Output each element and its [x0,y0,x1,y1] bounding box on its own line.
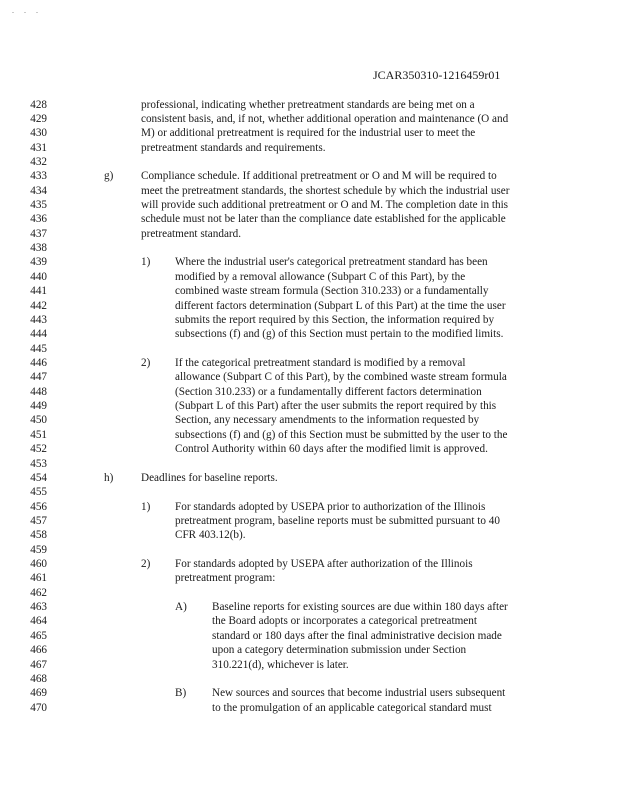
line-number: 470 [30,701,47,714]
document-line [0,227,619,241]
line-number: 440 [30,270,47,283]
document-line [0,543,619,557]
document-line [0,701,619,715]
line-text: upon a category determination submission under Section [212,644,467,657]
document-line [0,571,619,585]
line-text: (Subpart L of this Part) after the user submits the report required by this [175,400,497,413]
line-text: pretreatment program, baseline reports must be submitted pursuant to 40 [175,514,500,527]
document-line [0,212,619,226]
line-number: 435 [30,199,47,212]
document-line [0,399,619,413]
line-text: Deadlines for baseline reports. [141,471,278,484]
document-line [0,313,619,327]
document-line [0,442,619,456]
document-line [0,112,619,126]
line-number: 436 [30,213,47,226]
document-line [0,284,619,298]
document-line [0,385,619,399]
line-number: 453 [30,457,47,470]
line-number: 433 [30,170,47,183]
line-number: 457 [30,514,47,527]
document-line [0,643,619,657]
line-number: 452 [30,443,47,456]
subsection-label: g) [104,170,114,183]
line-text: CFR 403.12(b). [175,529,246,542]
document-line [0,500,619,514]
line-text: Baseline reports for existing sources are due within 180 days after [212,601,508,614]
document-line [0,686,619,700]
line-text: pretreatment program: [175,572,276,585]
line-number: 464 [30,615,47,628]
line-number: 434 [30,184,47,197]
line-number: 438 [30,242,47,255]
line-text: pretreatment standard. [141,227,242,240]
line-text: professional, indicating whether pretreatment standards are being met on a [141,98,475,111]
line-number: 454 [30,471,47,484]
subsection-label: 2) [141,356,151,369]
line-text: different factors determination (Subpart L of this Part) at the time the user [175,299,506,312]
line-text: New sources and sources that become industrial users subsequent [212,687,506,700]
line-number: 432 [30,155,47,168]
line-number: 469 [30,687,47,700]
document-line [0,413,619,427]
document-line [0,658,619,672]
subsection-label: 2) [141,558,151,571]
document-line [0,126,619,140]
line-number: 448 [30,385,47,398]
document-line [0,327,619,341]
document-line [0,672,619,686]
subsection-label: h) [104,471,114,484]
line-number: 431 [30,141,47,154]
line-number: 460 [30,558,47,571]
document-line [0,342,619,356]
document-line [0,255,619,269]
line-text: For standards adopted by USEPA after authorization of the Illinois [175,558,473,571]
document-line [0,557,619,571]
document-line [0,169,619,183]
line-number: 449 [30,400,47,413]
document-id-header: JCAR350310-1216459r01 [373,68,501,82]
subsection-label: 1) [141,500,151,513]
line-text: standard or 180 days after the final administrative decision made [212,629,502,642]
document-line [0,514,619,528]
document-line [0,600,619,614]
scan-corner-marks: . . . [12,6,42,15]
line-text: For standards adopted by USEPA prior to authorization of the Illinois [175,500,486,513]
line-number: 439 [30,256,47,269]
document-line [0,198,619,212]
document-line [0,528,619,542]
document-line [0,370,619,384]
document-line [0,155,619,169]
line-number: 467 [30,658,47,671]
document-line [0,586,619,600]
line-number: 437 [30,227,47,240]
line-number: 447 [30,371,47,384]
line-text: combined waste stream formula (Section 310.233) or a fundamentally [175,285,489,298]
line-number: 428 [30,98,47,111]
line-text: (Section 310.233) or a fundamentally different factors determination [175,385,482,398]
line-number: 458 [30,529,47,542]
line-number: 462 [30,586,47,599]
line-number: 450 [30,414,47,427]
document-line [0,457,619,471]
line-text: Section, any necessary amendments to the information requested by [175,414,480,427]
line-number: 429 [30,112,47,125]
line-number: 459 [30,543,47,556]
document-line [0,614,619,628]
line-text: modified by a removal allowance (Subpart C of this Part), by the [175,270,466,283]
line-number: 463 [30,601,47,614]
line-text: subsections (f) and (g) of this Section must be submitted by the user to the [175,428,508,441]
line-text: meet the pretreatment standards, the shortest schedule by which the industrial user [141,184,510,197]
line-number: 446 [30,356,47,369]
line-text: allowance (Subpart C of this Part), by the combined waste stream formula [175,371,507,384]
document-line [0,471,619,485]
document-line [0,485,619,499]
line-number: 444 [30,328,47,341]
line-number: 451 [30,428,47,441]
line-text: subsections (f) and (g) of this Section must pertain to the modified limits. [175,328,504,341]
subsection-label: B) [175,687,187,700]
line-text: M) or additional pretreatment is required for the industrial user to meet the [141,127,476,140]
line-text: 310.221(d), whichever is later. [212,658,349,671]
line-text: to the promulgation of an applicable categorical standard must [212,701,492,714]
line-text: will provide such additional pretreatment or O and M. The completion date in this [141,199,509,212]
line-text: Compliance schedule. If additional pretreatment or O and M will be required to [141,170,497,183]
line-text: Where the industrial user's categorical pretreatment standard has been [175,256,488,269]
document-line [0,629,619,643]
line-number: 466 [30,644,47,657]
line-number: 455 [30,486,47,499]
line-number: 456 [30,500,47,513]
line-number: 443 [30,313,47,326]
line-text: consistent basis, and, if not, whether additional operation and maintenance (O and [141,112,509,125]
subsection-label: A) [175,601,187,614]
line-number: 441 [30,285,47,298]
document-line [0,356,619,370]
document-line [0,428,619,442]
line-number: 430 [30,127,47,140]
line-text: submits the report required by this Section, the information required by [175,313,495,326]
line-text: Control Authority within 60 days after the modified limit is approved. [175,443,488,456]
line-number: 468 [30,672,47,685]
document-line [0,98,619,112]
line-number: 442 [30,299,47,312]
document-line [0,184,619,198]
document-line [0,270,619,284]
line-text: pretreatment standards and requirements. [141,141,326,154]
document-line [0,299,619,313]
line-number: 461 [30,572,47,585]
line-text: schedule must not be later than the compliance date established for the applicable [141,213,506,226]
document-line [0,141,619,155]
line-text: the Board adopts or incorporates a categorical pretreatment [212,615,477,628]
document-line [0,241,619,255]
subsection-label: 1) [141,256,151,269]
line-text: If the categorical pretreatment standard is modified by a removal [175,356,466,369]
line-number: 465 [30,629,47,642]
line-number: 445 [30,342,47,355]
